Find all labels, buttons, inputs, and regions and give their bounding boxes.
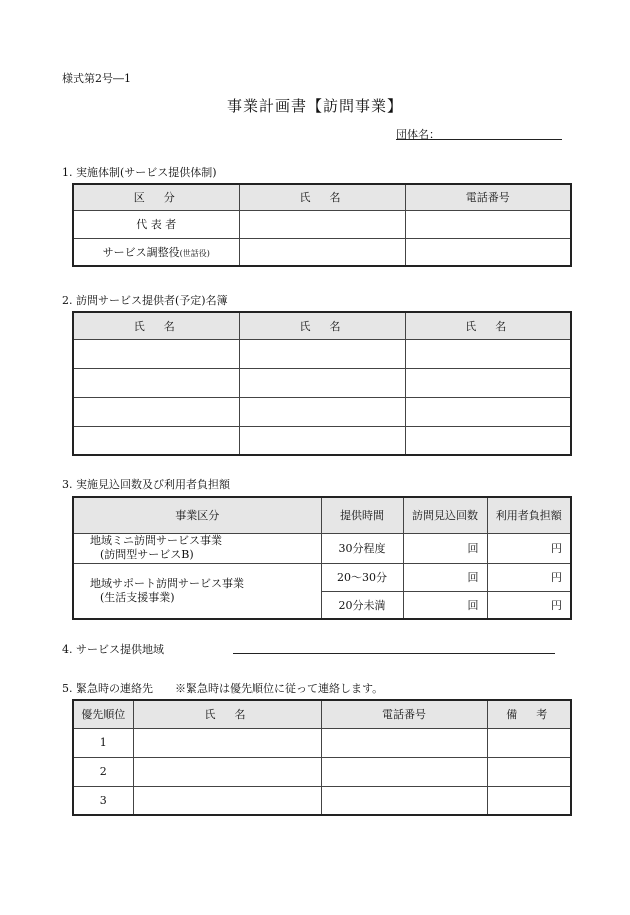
col-header-user-fee: 利用者負担額: [487, 497, 571, 533]
col-header-name: 氏 名: [239, 184, 405, 210]
service-time: 30分程度: [321, 533, 403, 563]
user-fee-cell[interactable]: 円: [487, 563, 571, 591]
provider-name-cell[interactable]: [405, 368, 571, 397]
row-label-representative: 代 表 者: [73, 210, 239, 238]
col-header-business-category: 事業区分: [73, 497, 321, 533]
priority-number: 3: [73, 786, 133, 815]
section2-heading: 2. 訪問サービス提供者(予定)名簿: [62, 294, 228, 307]
provider-name-cell[interactable]: [239, 397, 405, 426]
priority-number: 1: [73, 728, 133, 757]
section4-heading: 4. サービス提供地域: [62, 643, 164, 656]
visit-count-cell[interactable]: 回: [403, 563, 487, 591]
form-number: 様式第2号―1: [62, 72, 131, 85]
contact-phone-cell[interactable]: [321, 728, 487, 757]
contact-phone-cell[interactable]: [321, 786, 487, 815]
col-header-phone: 電話番号: [405, 184, 571, 210]
coordinator-phone-cell[interactable]: [405, 238, 571, 266]
col-header-service-time: 提供時間: [321, 497, 403, 533]
provider-name-cell[interactable]: [73, 397, 239, 426]
section1-table: [72, 183, 572, 267]
col-header-visit-count: 訪問見込回数: [403, 497, 487, 533]
provider-name-cell[interactable]: [73, 339, 239, 368]
section5-table: [72, 699, 572, 816]
contact-name-cell[interactable]: [133, 786, 321, 815]
col-header-name: 氏 名: [133, 700, 321, 728]
section2-table: [72, 311, 572, 456]
provider-name-cell[interactable]: [405, 339, 571, 368]
col-header-phone: 電話番号: [321, 700, 487, 728]
col-header-name: 氏 名: [73, 312, 239, 339]
provider-name-cell[interactable]: [73, 368, 239, 397]
user-fee-cell[interactable]: 円: [487, 591, 571, 619]
visit-count-cell[interactable]: 回: [403, 533, 487, 563]
visit-count-cell[interactable]: 回: [403, 591, 487, 619]
contact-name-cell[interactable]: [133, 757, 321, 786]
col-header-remarks: 備 考: [487, 700, 571, 728]
col-header-priority: 優先順位: [73, 700, 133, 728]
col-header-name: 氏 名: [239, 312, 405, 339]
coordinator-name-cell[interactable]: [239, 238, 405, 266]
org-name-label: 団体名：: [396, 128, 440, 141]
provider-name-cell[interactable]: [73, 426, 239, 455]
section5-heading: 5. 緊急時の連絡先 ※緊急時は優先順位に従って連絡します。: [62, 682, 384, 695]
business-category-support: 地域サポート訪問サービス事業 (生活支援事業): [73, 563, 321, 619]
section3-table: [72, 496, 572, 620]
representative-name-cell[interactable]: [239, 210, 405, 238]
section3-heading: 3. 実施見込回数及び利用者負担額: [62, 478, 230, 491]
service-time: 20～30分: [321, 563, 403, 591]
contact-remarks-cell[interactable]: [487, 728, 571, 757]
provider-name-cell[interactable]: [239, 368, 405, 397]
provider-name-cell[interactable]: [405, 426, 571, 455]
representative-phone-cell[interactable]: [405, 210, 571, 238]
provider-name-cell[interactable]: [405, 397, 571, 426]
org-name-field[interactable]: [396, 139, 562, 140]
contact-remarks-cell[interactable]: [487, 757, 571, 786]
user-fee-cell[interactable]: 円: [487, 533, 571, 563]
contact-name-cell[interactable]: [133, 728, 321, 757]
col-header-category: 区 分: [73, 184, 239, 210]
row-label-coordinator: サービス調整役(世話役): [73, 238, 239, 266]
service-time: 20分未満: [321, 591, 403, 619]
business-category-mini: 地域ミニ訪問サービス事業 (訪問型サービスB): [73, 533, 321, 563]
page-title: 事業計画書【訪問事業】: [226, 97, 403, 115]
col-header-name: 氏 名: [405, 312, 571, 339]
provider-name-cell[interactable]: [239, 339, 405, 368]
provider-name-cell[interactable]: [239, 426, 405, 455]
priority-number: 2: [73, 757, 133, 786]
contact-phone-cell[interactable]: [321, 757, 487, 786]
contact-remarks-cell[interactable]: [487, 786, 571, 815]
section1-heading: 1. 実施体制(サービス提供体制): [62, 166, 217, 179]
service-area-field[interactable]: [233, 653, 555, 654]
